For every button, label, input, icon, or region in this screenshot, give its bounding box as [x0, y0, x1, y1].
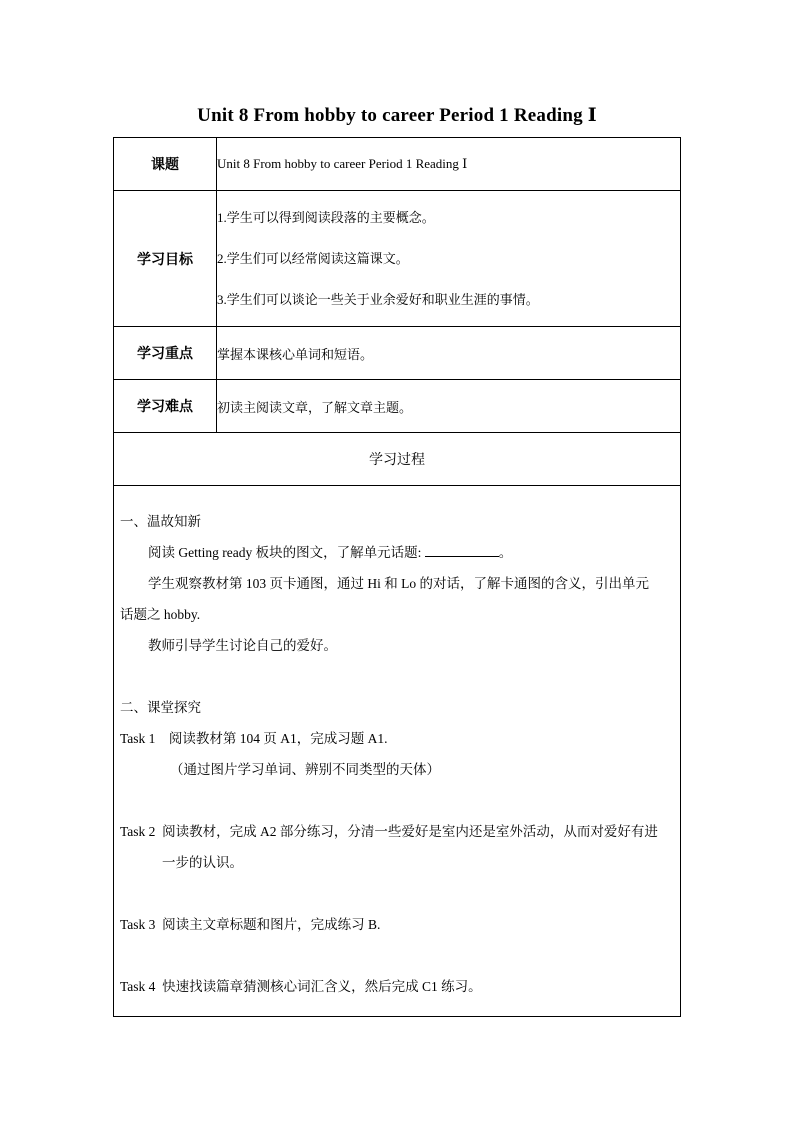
- section1-paragraph-3: 教师引导学生讨论自己的爱好。: [148, 638, 337, 653]
- process-body: [114, 486, 681, 1017]
- key-points-value: 掌握本课核心单词和短语。: [217, 327, 681, 380]
- section1-paragraph-2: 学生观察教材第 103 页卡通图，通过 Hi 和 Lo 的对话，了解卡通图的含义，引出单元: [148, 576, 649, 591]
- goal-item: 3.学生们可以谈论一些关于业余爱好和职业生涯的事情。: [217, 292, 539, 307]
- task-2: Task 2 阅读教材，完成 A2 部分练习，分清一些爱好是室内还是室外活动，从而对爱好有进: [120, 824, 658, 839]
- process-body-row: [114, 486, 681, 1017]
- difficulties-value: 初读主阅读文章，了解文章主题。: [217, 380, 681, 433]
- goals-label: 学习目标: [114, 191, 217, 327]
- topic-row: [114, 138, 681, 191]
- task-4: Task 4 快速找读篇章猜测核心词汇含义，然后完成 C1 练习。: [120, 979, 482, 994]
- lesson-plan-table: [113, 137, 681, 1017]
- difficulties-row: [114, 380, 681, 433]
- goal-item: 2.学生们可以经常阅读这篇课文。: [217, 251, 409, 266]
- topic-label: 课题: [114, 138, 217, 191]
- goal-item: 1.学生可以得到阅读段落的主要概念。: [217, 210, 435, 225]
- task-1: Task 1 阅读教材第 104 页 A1，完成习题 A1.: [120, 731, 388, 746]
- document-title: Unit 8 From hobby to career Period 1 Reading Ⅰ: [197, 105, 597, 126]
- process-header-row: [114, 433, 681, 486]
- fill-in-blank: [425, 542, 499, 557]
- key-points-label: 学习重点: [114, 327, 217, 380]
- task-1-note: （通过图片学习单词、辨别不同类型的天体）: [170, 762, 440, 777]
- section1-heading: 一、温故知新: [120, 514, 201, 529]
- task-3: Task 3 阅读主文章标题和图片，完成练习 B.: [120, 917, 381, 932]
- section1-p1-text: 阅读 Getting ready 板块的图文，了解单元话题:: [148, 545, 425, 560]
- section1-paragraph-1: [120, 537, 674, 568]
- section1-p1-end: 。: [498, 545, 513, 560]
- process-header: 学习过程: [114, 433, 681, 486]
- section1-paragraph-2-cont: 话题之 hobby.: [120, 607, 201, 622]
- section2-heading: 二、课堂探究: [120, 700, 201, 715]
- goals-row: [114, 191, 681, 327]
- goals-list: [217, 191, 681, 327]
- key-points-row: [114, 327, 681, 380]
- task-2-cont: 一步的认识。: [162, 855, 243, 870]
- difficulties-label: 学习难点: [114, 380, 217, 433]
- topic-value: Unit 8 From hobby to career Period 1 Reading Ⅰ: [217, 138, 681, 191]
